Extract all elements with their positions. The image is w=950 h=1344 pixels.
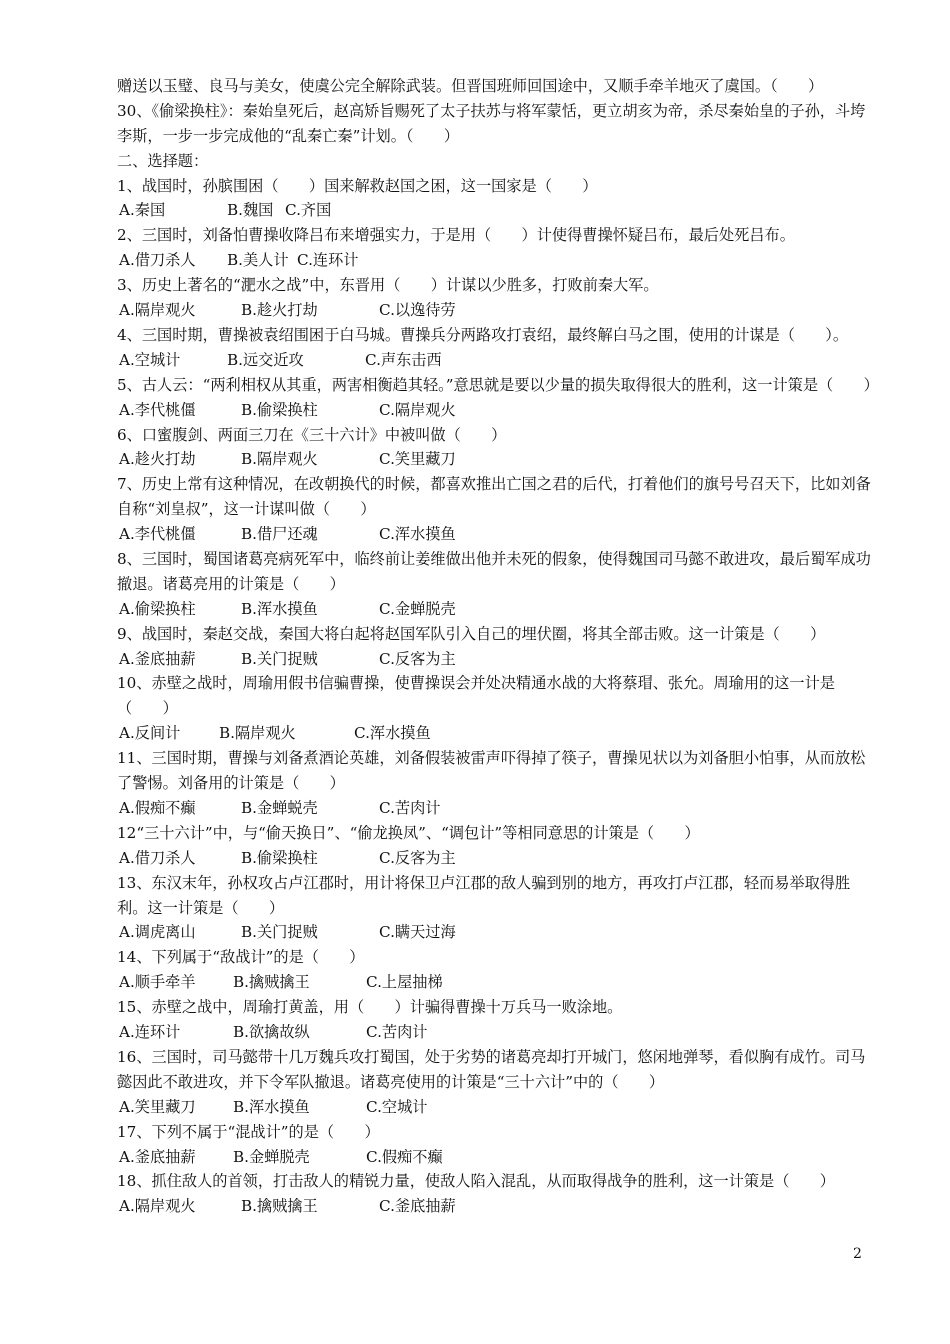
option-c: C.连环计	[297, 251, 359, 270]
option-a: A.顺手牵羊	[119, 973, 196, 992]
question-1: 1、战国时，孙膑围困（ ）国来解救赵国之困，这一国家是（ ）	[117, 176, 598, 195]
option-b: B.偷梁换柱	[241, 400, 318, 419]
option-a: A.反间计	[119, 724, 181, 743]
option-b: B.金蝉蜕壳	[241, 799, 318, 817]
page-number: 2	[853, 1246, 862, 1262]
document-body	[117, 74, 877, 1219]
option-a: A.笑里藏刀	[119, 1097, 196, 1116]
question-2: 2、三国时，刘备怕曹操收降吕布来增强实力，于是用（ ）计使得曹操怀疑吕布，最后处死吕布。	[117, 226, 795, 245]
options-11	[117, 796, 877, 821]
question-9: 9、战国时，秦赵交战，秦国大将白起将赵国军队引入自己的埋伏圈，将其全部击败。这一计策是（ ）	[117, 624, 826, 643]
options-2	[117, 248, 877, 273]
options-5	[117, 398, 877, 423]
option-a: A.釜底抽薪	[119, 649, 196, 668]
option-b: B.金蝉脱壳	[233, 1147, 310, 1166]
option-c: C.釜底抽薪	[379, 1197, 456, 1216]
options-18	[117, 1194, 877, 1219]
question-4: 4、三国时期，曹操被袁绍围困于白马城。曹操兵分两路攻打袁绍，最终解白马之围，使用的计谋是（ ）。	[117, 325, 849, 344]
option-c: C.浑水摸鱼	[379, 525, 456, 544]
question-13: 13、东汉末年，孙权攻占卢江郡时，用计将保卫卢江郡的敌人骗到别的地方，再攻打卢江郡，轻而易举取得胜利。这一计策是（ ）	[117, 873, 851, 917]
option-a: A.李代桃僵	[119, 400, 196, 419]
options-10	[117, 721, 877, 746]
option-c: C.浑水摸鱼	[354, 724, 431, 743]
question-11: 11、三国时期，曹操与刘备煮酒论英雄，刘备假装被雷声吓得掉了筷子，曹操见状以为刘备胆小怕事，从而放松了警惕。刘备用的计策是（ ）	[117, 749, 866, 793]
option-a: A.借刀杀人	[119, 251, 196, 270]
option-a: A.连环计	[119, 1023, 181, 1042]
option-b: B.美人计	[227, 251, 289, 270]
option-b: B.关门捉贼	[241, 923, 318, 942]
option-b: B.关门捉贼	[241, 649, 318, 668]
option-b: B.浑水摸鱼	[233, 1097, 310, 1116]
option-b: B.擒贼擒王	[241, 1197, 318, 1216]
option-a: A.隔岸观火	[119, 1197, 196, 1216]
option-a: A.秦国	[119, 201, 166, 220]
question-6: 6、口蜜腹剑、两面三刀在《三十六计》中被叫做（ ）	[117, 425, 507, 444]
options-4	[117, 348, 877, 373]
options-8	[117, 597, 877, 622]
options-12	[117, 846, 877, 871]
question-29-continuation: 赠送以玉璧、良马与美女，使虞公完全解除武装。但晋国班师回国途中，又顺手牵羊地灭了虞国。（ ）	[117, 77, 824, 95]
options-16	[117, 1095, 877, 1120]
question-10: 10、赤壁之战时，周瑜用假书信骗曹操，使曹操误会并处决精通水战的大将蔡瑁、张允。周瑜用的这一计是（ ）	[117, 674, 835, 718]
option-a: A.釜底抽薪	[119, 1147, 196, 1166]
option-c: C.空城计	[366, 1097, 428, 1116]
question-12: 12“三十六计”中，与“偷天换日”、“偷龙换凤”、“调包计”等相同意思的计策是（ ）	[117, 823, 700, 842]
question-7: 7、历史上常有这种情况，在改朝换代的时候，都喜欢推出亡国之君的后代，打着他们的旗号号召天下，比如刘备自称“刘皇叔”，这一计谋叫做（ ）	[117, 475, 871, 519]
options-7	[117, 522, 877, 547]
option-b: B.远交近攻	[227, 350, 304, 369]
option-b: B.隔岸观火	[241, 450, 318, 469]
options-3	[117, 298, 877, 323]
option-c: C.上屋抽梯	[366, 973, 443, 992]
options-14	[117, 970, 877, 995]
option-b: B.浑水摸鱼	[241, 599, 318, 618]
question-15: 15、赤壁之战中，周瑜打黄盖，用（ ）计骗得曹操十万兵马一败涂地。	[117, 998, 623, 1017]
option-c: C.以逸待劳	[379, 301, 456, 320]
options-9	[117, 647, 877, 672]
options-6	[117, 447, 877, 472]
option-a: A.空城计	[119, 350, 181, 369]
options-15	[117, 1020, 877, 1045]
option-b: B.魏国	[227, 201, 274, 220]
option-b: B.隔岸观火	[219, 724, 296, 743]
option-a: A.李代桃僵	[119, 525, 196, 544]
question-8: 8、三国时，蜀国诸葛亮病死军中，临终前让姜维做出他并未死的假象，使得魏国司马懿不敢进攻，最后蜀军成功撤退。诸葛亮用的计策是（ ）	[117, 550, 871, 593]
question-18: 18、抓住敌人的首领，打击敌人的精锐力量，使敌人陷入混乱，从而取得战争的胜利，这一计策是（ ）	[117, 1172, 835, 1191]
question-5: 5、古人云：“两利相权从其重，两害相衡趋其轻。”意思就是要以少量的损失取得很大的胜利，这一计策是（ ）	[117, 375, 879, 394]
section-heading-choice: 二、选择题：	[117, 151, 209, 170]
option-c: C.瞒天过海	[379, 923, 456, 942]
option-c: C.苦肉计	[379, 799, 441, 817]
options-17	[117, 1145, 877, 1170]
option-c: C.隔岸观火	[379, 400, 456, 419]
question-17: 17、下列不属于“混战计”的是（ ）	[117, 1122, 380, 1141]
option-b: B.欲擒故纵	[233, 1023, 310, 1042]
question-14: 14、下列属于“敌战计”的是（ ）	[117, 948, 365, 967]
option-b: B.擒贼擒王	[233, 973, 310, 992]
option-c: C.反客为主	[379, 848, 456, 867]
option-b: B.偷梁换柱	[241, 848, 318, 867]
option-a: A.偷梁换柱	[119, 599, 196, 618]
question-30: 30、《偷梁换柱》：秦始皇死后，赵高矫旨赐死了太子扶苏与将军蒙恬，更立胡亥为帝，杀尽秦始皇的子孙，斗垮李斯，一步一步完成他的“乱秦亡秦”计划。（ ）	[117, 101, 866, 145]
option-a: A.趁火打劫	[119, 450, 196, 469]
question-3: 3、历史上著名的“淝水之战”中，东晋用（ ）计谋以少胜多，打败前秦大军。	[117, 276, 659, 295]
options-13	[117, 920, 877, 945]
option-c: C.假痴不癫	[366, 1147, 443, 1166]
option-a: A.假痴不癫	[119, 799, 196, 817]
option-a: A.调虎离山	[119, 923, 196, 942]
option-c: C.齐国	[285, 201, 332, 220]
question-16: 16、三国时，司马懿带十几万魏兵攻打蜀国，处于劣势的诸葛亮却打开城门，悠闲地弹琴，看似胸有成竹。司马懿因此不敢进攻，并下令军队撤退。诸葛亮使用的计策是“三十六计”中的（ ）	[117, 1047, 866, 1091]
option-c: C.声东击西	[365, 350, 442, 369]
option-a: A.借刀杀人	[119, 848, 196, 867]
option-b: B.趁火打劫	[241, 301, 318, 320]
option-b: B.借尸还魂	[241, 525, 318, 544]
option-c: C.笑里藏刀	[379, 450, 456, 469]
option-a: A.隔岸观火	[119, 301, 196, 320]
option-c: C.反客为主	[379, 649, 456, 668]
option-c: C.苦肉计	[366, 1023, 428, 1042]
options-1	[117, 198, 877, 223]
option-c: C.金蝉脱壳	[379, 599, 456, 618]
